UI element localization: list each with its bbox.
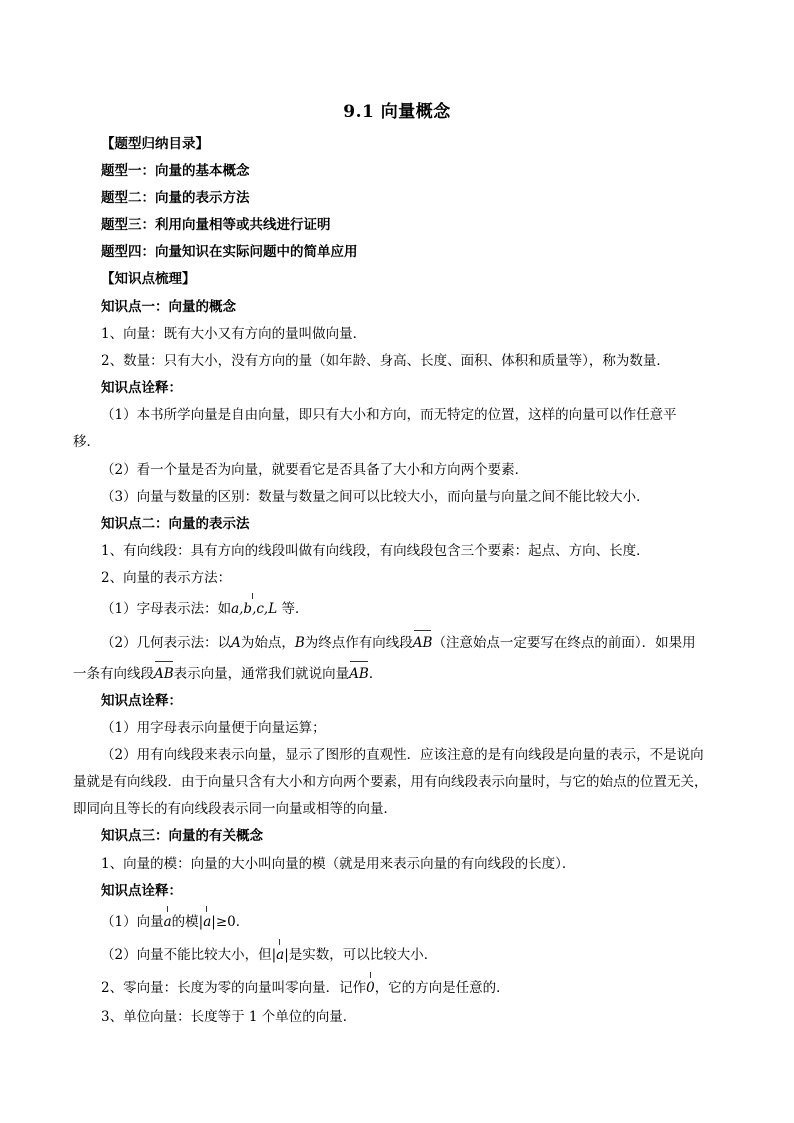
k2-n1: （1）用字母表示向量便于向量运算； bbox=[101, 720, 326, 736]
k1-n2: （2）看一个量是否为向量，就要看它是否具备了大小和方向两个要素． bbox=[101, 462, 529, 478]
k2-p4 bbox=[101, 633, 696, 653]
k3-p3: 3、单位向量：长度等于 1 个单位的向量． bbox=[101, 1009, 357, 1025]
k3-p2-pre: 2、零向量：长度为零的向量叫零向量．记作 bbox=[101, 980, 367, 996]
k2-p4-text-c: 为终点作有向线段 bbox=[304, 635, 413, 651]
vector-a: a bbox=[163, 914, 172, 930]
vector-ab: AB bbox=[349, 666, 369, 682]
toc-header: 【题型归纳目录】 bbox=[101, 136, 209, 152]
k2-p4-text-g: ． bbox=[368, 666, 383, 682]
vector-ab: AB bbox=[412, 635, 433, 651]
k1-p1: 1、向量：既有大小又有方向的量叫做向量． bbox=[101, 326, 367, 342]
k2-p4-text-f: 表示向量，通常我们就说向量 bbox=[173, 666, 350, 682]
k3-n2 bbox=[101, 945, 437, 965]
k3-heading: 知识点三：向量的有关概念 bbox=[101, 828, 263, 844]
zero-vector: 0 bbox=[366, 980, 375, 996]
k3-n1-pre: （1）向量 bbox=[101, 914, 164, 930]
k1-p2: 2、数量：只有大小，没有方向的量（如年龄、身高、长度、面积、体积和质量等），称为数量． bbox=[101, 353, 670, 369]
vector-letters: a,b,c,L bbox=[231, 601, 278, 617]
k2-p3-pre: （1）字母表示法：如 bbox=[101, 601, 232, 617]
vector-a-modulus: |a| bbox=[198, 914, 216, 930]
k1-n1b: 移． bbox=[73, 434, 100, 450]
k3-n1 bbox=[101, 912, 249, 932]
k2-p2: 2、向量的表示方法： bbox=[101, 570, 232, 586]
k2-n2b: 量就是有向线段．由于向量只含有大小和方向两个要素，用有向线段表示向量时，与它的始点的位置无关， bbox=[73, 774, 708, 790]
k2-n2c: 即同向且等长的有向线段表示同一向量或相等的向量． bbox=[73, 801, 397, 817]
point-a: A bbox=[231, 635, 241, 651]
k2-p4-text-d: （注意始点一定要写在终点的前面）．如果用 bbox=[432, 635, 696, 651]
k3-n2-pre: （2）向量不能比较大小，但 bbox=[101, 947, 272, 963]
k1-heading: 知识点一：向量的概念 bbox=[101, 299, 236, 315]
k3-p2-post: ，它的方向是任意的． bbox=[374, 980, 510, 996]
k2-note-heading: 知识点诠释： bbox=[101, 693, 182, 709]
k2-p4-cont bbox=[73, 664, 382, 684]
k3-n1-mid: 的模 bbox=[171, 914, 199, 930]
k2-p1: 1、有向线段：具有方向的线段叫做有向线段，有向线段包含三个要素：起点、方向、长度． bbox=[101, 543, 650, 559]
k1-n1a: （1）本书所学向量是自由向量，即只有大小和方向，而无特定的位置，这样的向量可以作任意平 bbox=[101, 407, 677, 423]
toc-item-4: 题型四：向量知识在实际问题中的简单应用 bbox=[101, 244, 358, 260]
k2-p3-post: 等． bbox=[277, 601, 309, 617]
vector-a-modulus: |a| bbox=[271, 947, 289, 963]
point-b: B bbox=[294, 635, 305, 651]
toc-item-1: 题型一：向量的基本概念 bbox=[101, 163, 250, 179]
k2-p4-text-a: （2）几何表示法：以 bbox=[101, 635, 232, 651]
k2-heading: 知识点二：向量的表示法 bbox=[101, 516, 250, 532]
k2-p4-text-b: 为始点， bbox=[240, 635, 295, 651]
page-title: 9.1 向量概念 bbox=[343, 102, 451, 122]
k3-p1: 1、向量的模：向量的大小叫向量的模（就是用来表示向量的有向线段的长度）． bbox=[101, 856, 576, 872]
knowledge-header: 【知识点梳理】 bbox=[101, 271, 196, 287]
k1-n3: （3）向量与数量的区别：数量与数量之间可以比较大小，而向量与向量之间不能比较大小． bbox=[101, 489, 650, 505]
vector-ab: AB bbox=[154, 666, 174, 682]
toc-item-2: 题型二：向量的表示方法 bbox=[101, 190, 250, 206]
k3-n2-post: 是实数，可以比较大小． bbox=[288, 947, 438, 963]
k3-p2 bbox=[101, 978, 510, 998]
toc-item-3: 题型三：利用向量相等或共线进行证明 bbox=[101, 217, 331, 233]
k3-n1-post: ≥0． bbox=[215, 914, 250, 930]
k2-n2a: （2）用有向线段来表示向量，显示了图形的直观性．应该注意的是有向线段是向量的表示，不是说向 bbox=[101, 747, 704, 763]
k3-note-heading: 知识点诠释： bbox=[101, 883, 182, 899]
k2-p3 bbox=[101, 599, 308, 619]
k2-p4-text-e: 一条有向线段 bbox=[73, 666, 154, 682]
k1-note-heading: 知识点诠释： bbox=[101, 380, 182, 396]
